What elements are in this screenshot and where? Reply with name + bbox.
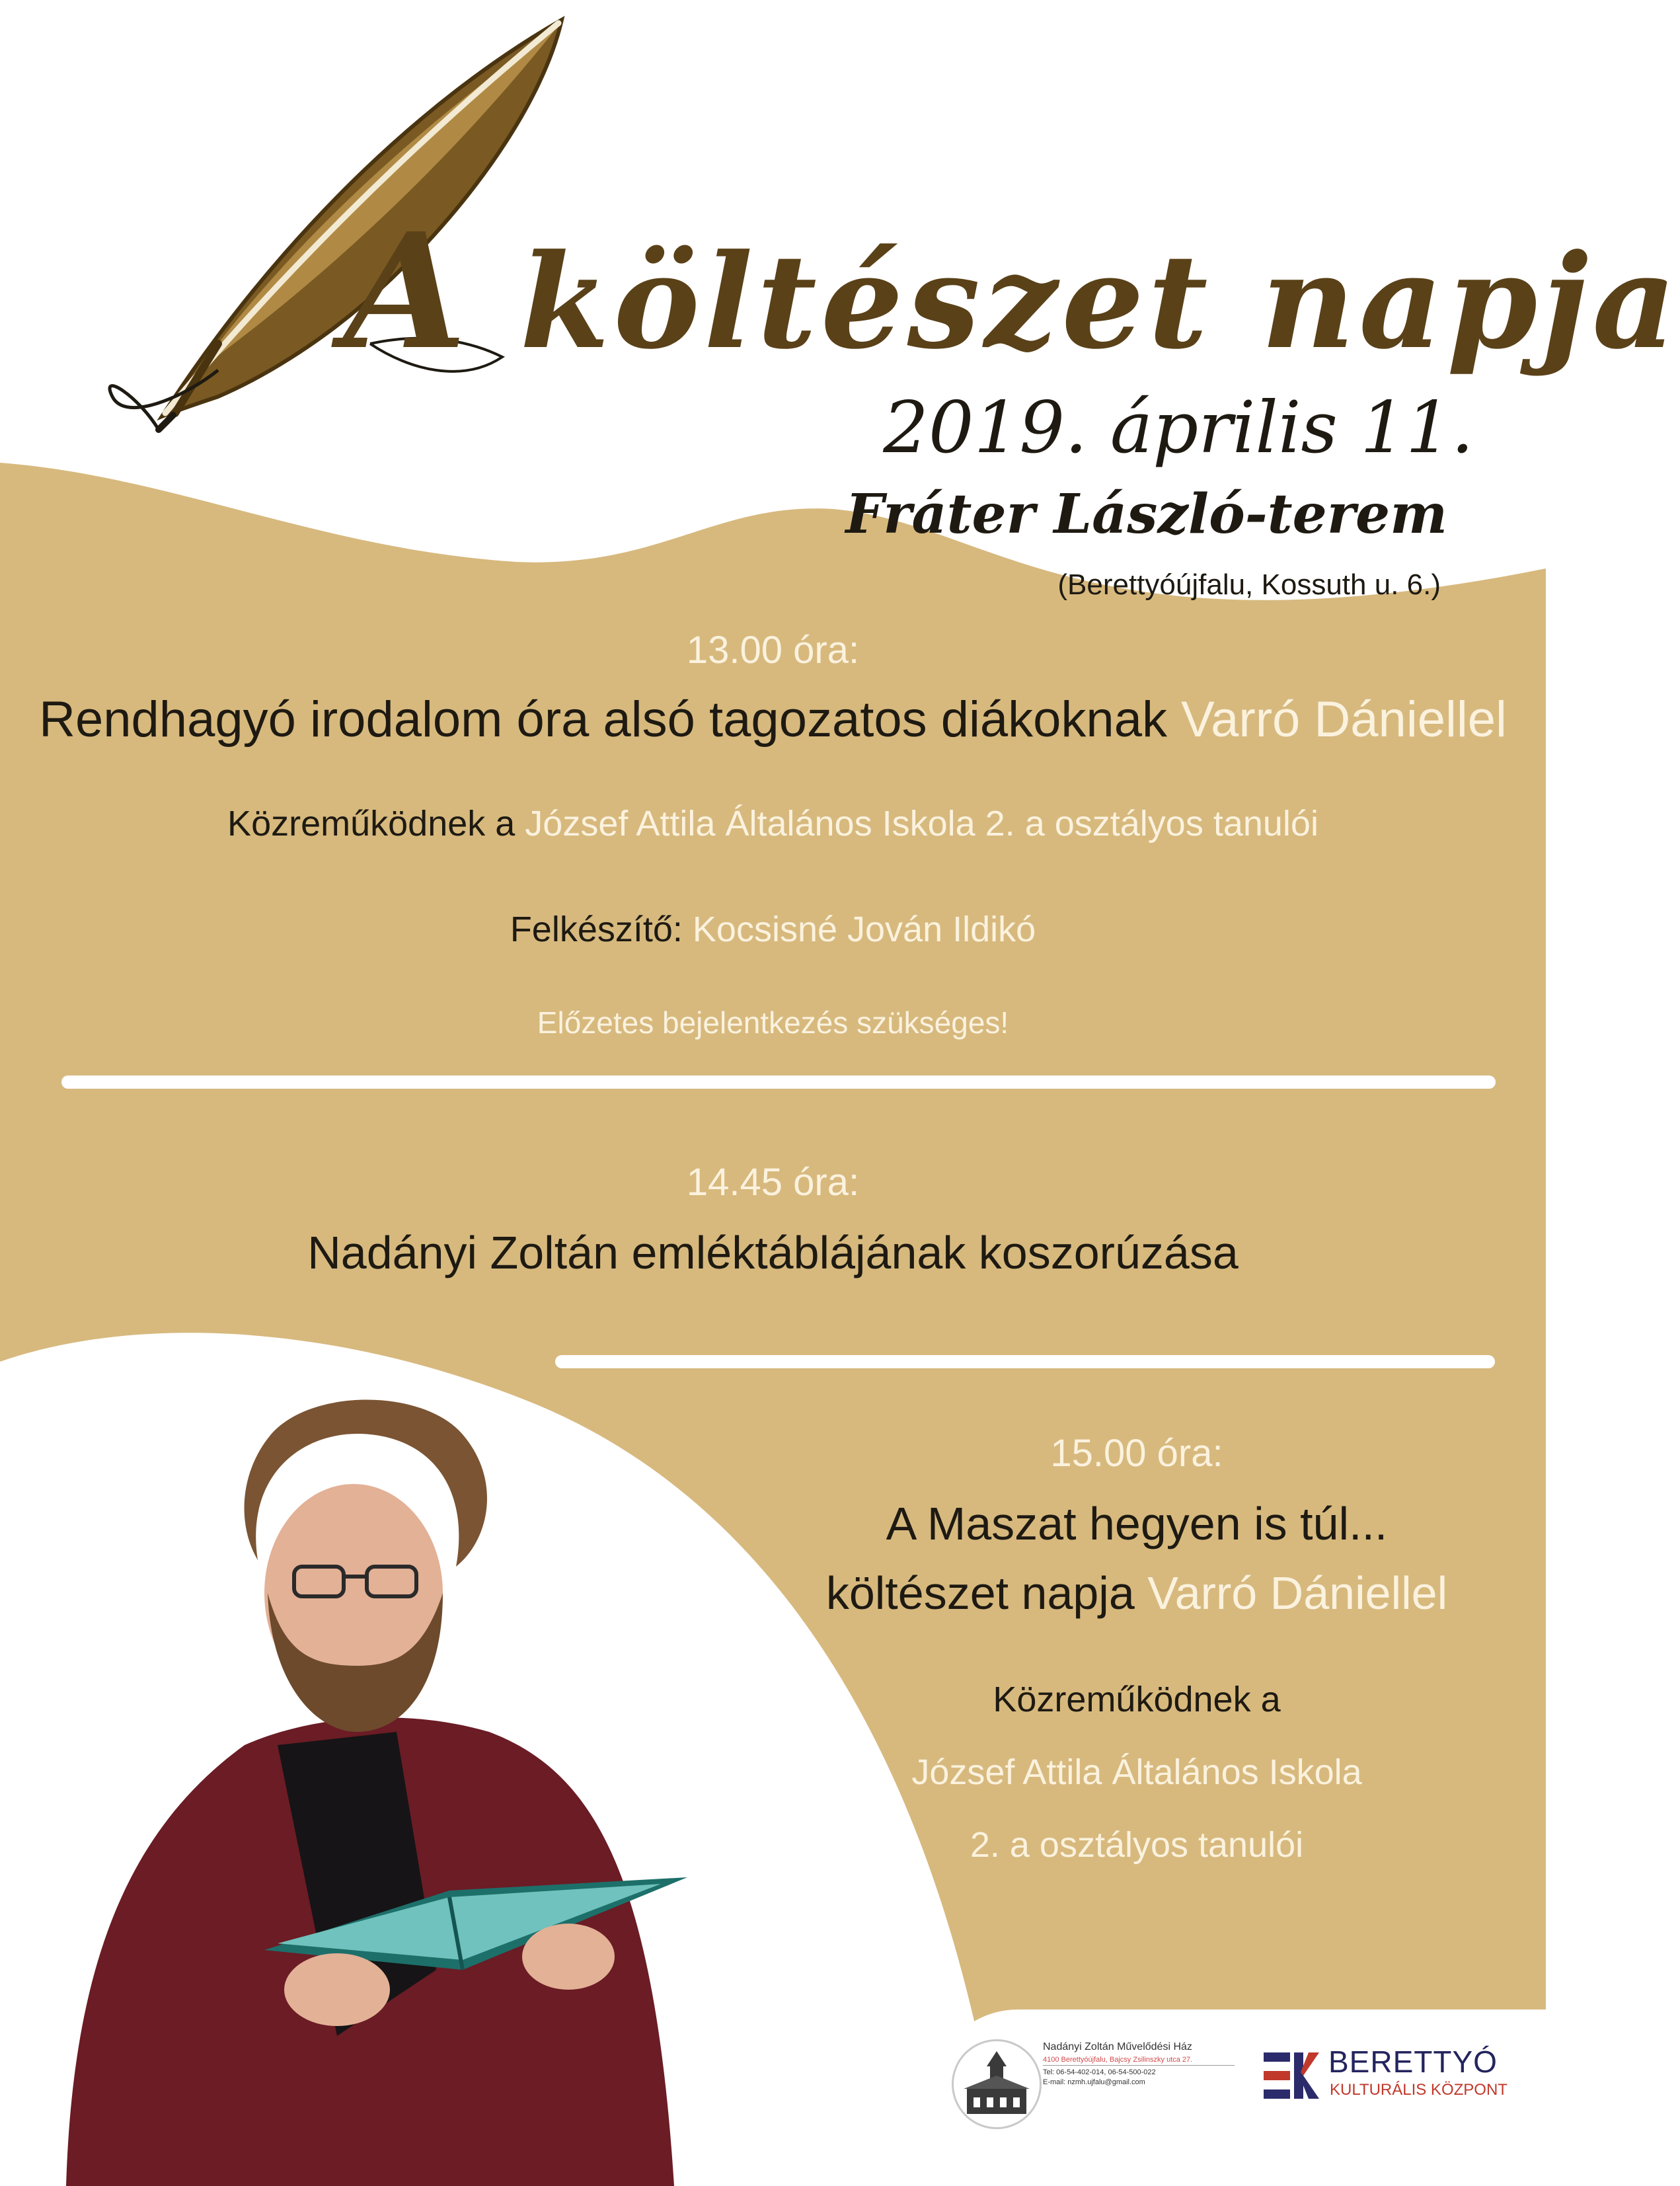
divider bbox=[61, 1075, 1496, 1089]
hall-name: Nadányi Zoltán Művelődési Ház bbox=[1043, 2041, 1192, 2052]
event2-title: Nadányi Zoltán emléktáblájának koszorúzása bbox=[307, 1227, 1239, 1278]
building-icon bbox=[952, 2039, 1042, 2129]
event1-coop-school: József Attila Általános Iskola 2. a osztályos tanulói bbox=[525, 804, 1318, 843]
hall-address: 4100 Berettyóújfalu, Bajcsy Zsilinszky utca 27. bbox=[1043, 2056, 1235, 2066]
event1-coop-prefix: Közreműködnek a bbox=[227, 804, 525, 843]
event1-title-main: Rendhagyó irodalom óra alsó tagozatos diákoknak bbox=[39, 691, 1182, 748]
event3-class: 2. a osztályos tanulói bbox=[970, 1825, 1304, 1865]
event3-title-line1: A Maszat hegyen is túl... bbox=[886, 1498, 1388, 1549]
title-initial: A bbox=[344, 198, 471, 385]
hall-email: E-mail: nzmh.ujfalu@gmail.com bbox=[1043, 2078, 1145, 2086]
hall-phone: Tel: 06-54-402-014, 06-54-500-022 bbox=[1043, 2068, 1156, 2076]
poster-title bbox=[344, 198, 1680, 385]
event1-guest: Varró Dániellel bbox=[1181, 691, 1507, 748]
event1-title bbox=[0, 691, 1546, 748]
poet-photo bbox=[26, 1375, 806, 2186]
event1-prep-name: Kocsisné Jován Ildikó bbox=[692, 910, 1036, 949]
event3-time: 15.00 óra: bbox=[1050, 1432, 1223, 1475]
event3-cooperation: Közreműködnek a bbox=[993, 1680, 1281, 1719]
hall-info bbox=[1043, 2041, 1235, 2086]
event3-guest: Varró Dániellel bbox=[1147, 1567, 1448, 1619]
event3-title-line2 bbox=[727, 1567, 1546, 1620]
center-name: BERETTYÓ bbox=[1328, 2045, 1498, 2079]
event1-registration-note: Előzetes bejelentkezés szükséges! bbox=[537, 1005, 1009, 1040]
event3-title-main: költészet napja bbox=[825, 1567, 1148, 1619]
event1-preparer bbox=[0, 909, 1546, 950]
event3-school: József Attila Általános Iskola bbox=[911, 1752, 1362, 1792]
event1-prep-label: Felkészítő: bbox=[510, 910, 693, 949]
bk-logo-icon bbox=[1262, 2046, 1322, 2105]
event2-time: 14.45 óra: bbox=[686, 1161, 860, 1204]
divider bbox=[555, 1355, 1495, 1368]
venue-address: (Berettyóújfalu, Kossuth u. 6.) bbox=[1057, 568, 1441, 601]
event1-cooperation bbox=[0, 803, 1546, 844]
event-venue: Fráter László-terem bbox=[845, 483, 1447, 546]
title-rest: költészet napja bbox=[471, 226, 1680, 378]
event1-time: 13.00 óra: bbox=[686, 629, 860, 672]
center-subtitle: KULTURÁLIS KÖZPONT bbox=[1330, 2081, 1508, 2099]
event-date: 2019. április 11. bbox=[883, 387, 1474, 469]
